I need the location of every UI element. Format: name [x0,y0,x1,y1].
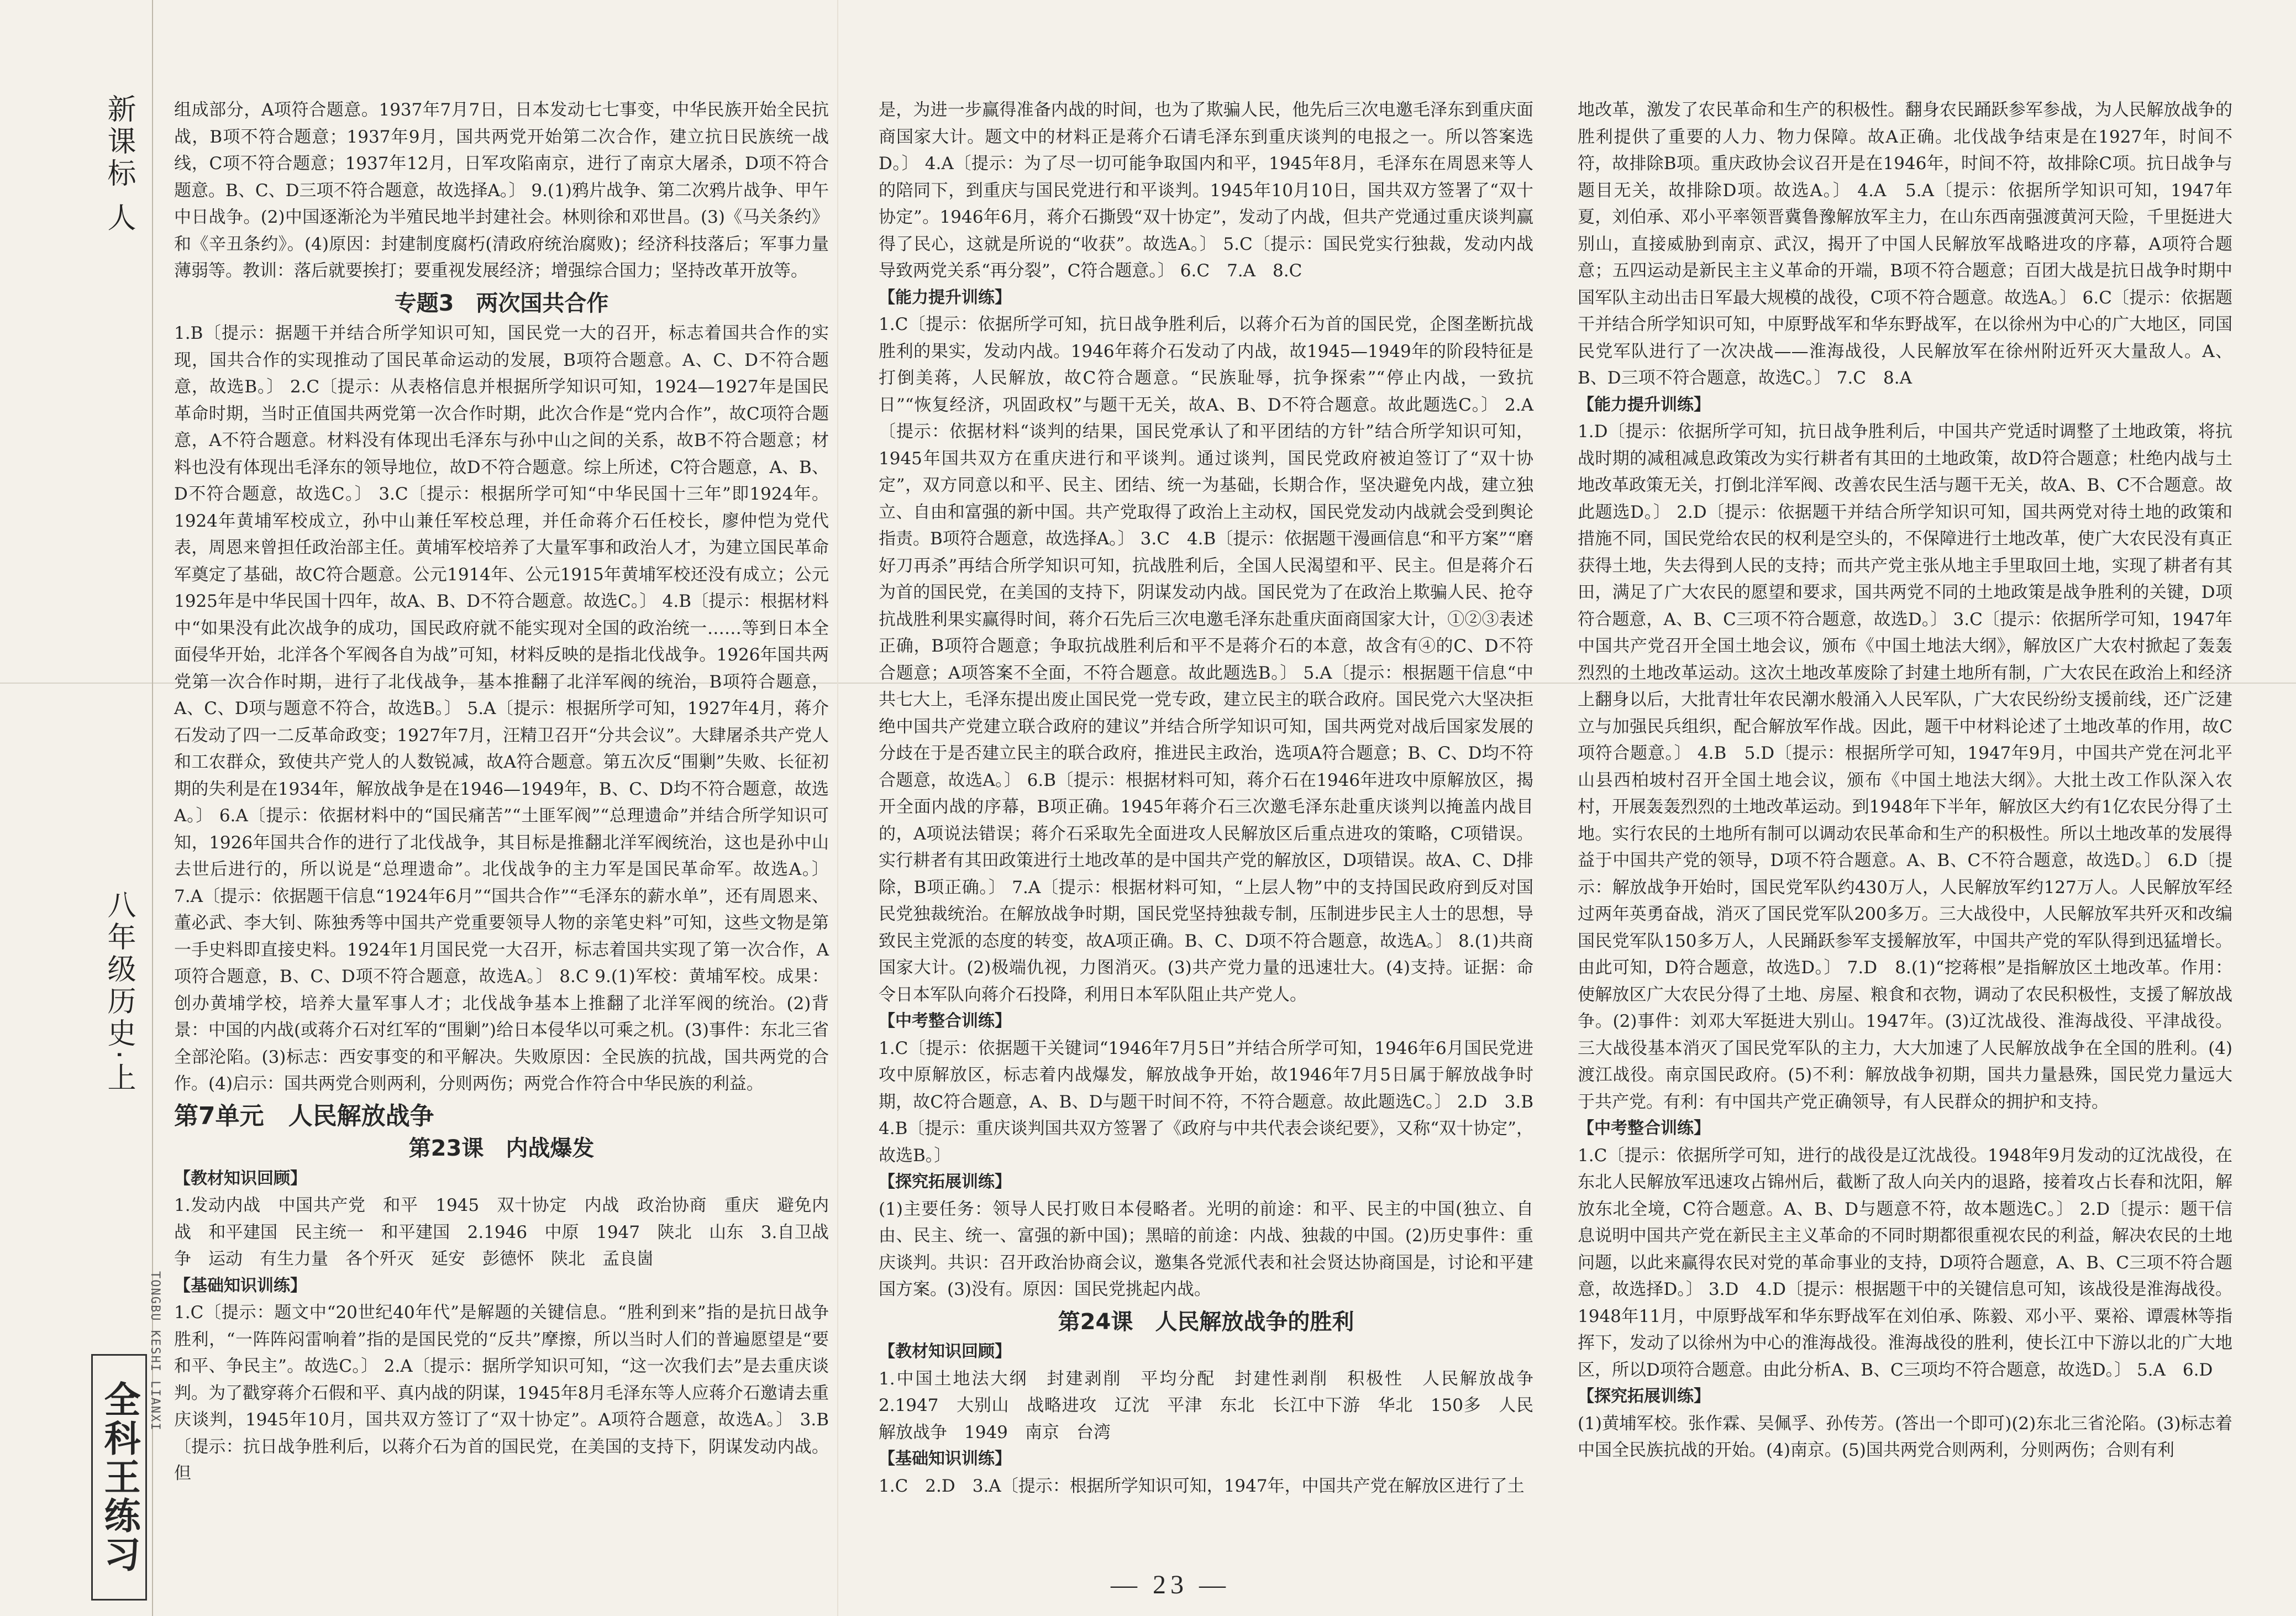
section-tag: 【能力提升训练】 [879,287,1011,307]
spine-grade: 八年级历史·上 [102,890,135,1095]
paragraph: 1.B〔提示：据题干并结合所学知识可知，国民党一大的召开，标志着国共合作的实现，国共合作的实现推动了国民革命运动的发展，B项符合题意。A、C、D不符合题意，故选B。〕 2.C〔提示：从表格信息并根据所学知识可知，1924—1927年是国民革命时期，当时正值国共两党第一次合作时期，此次合作是“党内合作”，故C项符合题意，A不符合题意。材料没有体现出毛泽东与孙中山之间的关系，故B不符合题意；材料也没有体现出毛泽东的领导地位，故D不符合题意。综上所述，C符合题意，A、B、D不符合题意，故选C。〕 3.C〔提示：根据所学可知“中华民国十三年”即1924年。1924年黄埔军校成立，孙中山兼任军校总理，并任命蒋介石任校长，廖仲恺为党代表，周恩来曾担任政治部主任。黄埔军校培养了大量军事和政治人才，为建立国民革命军奠定了基础，故C符合题意。公元1914年、公元1915年黄埔军校还没有成立；公元1925年是中华民国十四年，故A、B、D不符合题意。故选C。〕 4.B〔提示：根据材料中“如果没有此次战争的成功，国民政府就不能实现对全国的政治统一……等到日本全面侵华开始，北洋各个军阀各自为战”可知，材料反映的是指北伐战争。1926年国共两党第一次合作时期，进行了北伐战争，基本推翻了北洋军阀的统治，B项符合题意，A、C、D项与题意不符合，故选B。〕 5.A〔提示：根据所学可知，1927年4月，蒋介石发动了四一二反革命政变；1927年7月，汪精卫召开“分共会议”。大肆屠杀共产党人和工农群众，致使共产党人的人数锐减，故A符合题意。第五次反“围剿”失败、长征初期的失利是在1934年，解放战争是在1946—1949年，B、C、D均不符合题意，故选A。〕 6.A〔提示：依据材料中的“国民痛苦”“土匪军阀”“总理遗命”并结合所学知识可知，1926年国共合作的进行了北伐战争，其目标是推翻北洋军阀统治，这也是孙中山去世后进行的，所以说是“总理遗命”。北伐战争的主力军是国民革命军。故选A。〕 7.A〔提示：依据题干信息“1924年6月”“国共合作”“毛泽东的薪水单”，还有周恩来、董必武、李大钊、陈独秀等中国共产党重要领导人物的亲笔史料”可知，这些文物是第一手史料即直接史料。1924年1月国民党一大召开，标志着国共实现了第一次合作，A项符合题意，B、C、D项不符合题意，故选A。〕 8.C 9.(1)军校：黄埔军校。成果：创办黄埔学校，培养大量军事人才；北伐战争基本上推翻了北洋军阀的统治。(2)背景：中国的内战(或蒋介石对红军的“围剿”)给日本侵华以可乘之机。(3)事件：东北三省全部沦陷。(3)标志：西安事变的和平解决。失败原因：全民族的抗战，国共两党的合作。(4)启示：国共两党合则两利，分则两伤；两党合作符合中华民族的利益。 [174,323,829,1094]
paragraph: 组成部分，A项符合题意。1937年7月7日，日本发动七七事变，中华民族开始全民抗战，B项不符合题意；1937年9月，国共两党开始第二次合作，建立抗日民族统一战线，C项不符合题意；1937年12月，日军攻陷南京，进行了南京大屠杀，D项不符合题意。B、C、D三项不符合题意，故选择A。〕 9.(1)鸦片战争、第二次鸦片战争、甲午中日战争。(2)中国逐渐沦为半殖民地半封建社会。林则徐和邓世昌。(3)《马关条约》和《辛丑条约》。(4)原因：封建制度腐朽(清政府统治腐败)；经济科技落后；军事力量薄弱等。教训：落后就要挨打；要重视发展经济；增强综合国力；坚持改革开放等。 [174,100,829,281]
page-number: — 23 — [1111,1570,1230,1599]
paragraph: 1.发动内战 中国共产党 和平 1945 双十协定 内战 政治协商 重庆 避免内战 和平建国 民主统一 和平建国 2.1946 中原 1947 陕北 山东 3.自卫战争 运动 有生力量 各个歼灭 延安 彭德怀 陕北 孟良崮 [174,1195,829,1269]
logo-pinyin: TONGBU KESHI LIANXI [148,1271,162,1431]
paragraph: 1.C〔提示：依据所学可知，抗日战争胜利后，以蒋介石为首的国民党，企图垄断抗战胜利的果实，发动内战。1946年蒋介石发动了内战，故1945—1949年的阶段特征是打倒美蒋，人民解放，故C符合题意。“民族耻辱，抗争探索”“停止内战，一致抗日”“恢复经济，巩固政权”与题干无关，故A、B、D不符合题意。故此题选C。〕 2.A〔提示：依据材料“谈判的结果，国民党承认了和平团结的方针”结合所学知识可知，1945年国共双方在重庆进行和平谈判。通过谈判，国民党政府被迫签订了“双十协定”，双方同意以和平、民主、团结、统一为基础，长期合作，坚决避免内战，建立独立、自由和富强的新中国。共产党取得了政治上主动权，国民党发动内战就会受到舆论指责。B项符合题意，故选择A。〕 3.C 4.B〔提示：依据题干漫画信息“和平方案”“磨好刀再杀”再结合所学知识可知，抗战胜利后，全国人民渴望和平、民主。但是蒋介石为首的国民党，在美国的支持下，阴谋发动内战。国民党为了在政治上欺骗人民、抢夺抗战胜利果实赢得时间，蒋介石先后三次电邀毛泽东赴重庆面商国家大计，①②③表述正确，B项符合题意；争取抗战胜利后和平不是蒋介石的本意，故含有④的C、D不符合题意；A项答案不全面，不符合题意。故此题选B。〕 5.A〔提示：根据题干信息“中共七大上，毛泽东提出废止国民党一党专政，建立民主的联合政府。国民党六大坚决拒绝中国共产党建立联合政府的建议”并结合所学知识可知，国共两党对战后国家发展的分歧在于是否建立民主的联合政府，推进民主政治，选项A符合题意；B、C、D均不符合题意，故选A。〕 6.B〔提示：根据材料可知，蒋介石在1946年进攻中原解放区，揭开全面内战的序幕，B项正确。1945年蒋介石三次邀毛泽东赴重庆谈判以掩盖内战目的，A项说法错误；蒋介石采取先全面进攻人民解放区后重点进攻的策略，C项错误。实行耕者有其田政策进行土地改革的是中国共产党的解放区，D项错误。故A、C、D排除，B项正确。〕 7.A〔提示：根据材料可知，“上层人物”中的支持国民政府到反对国民党独裁统治。在解放战争时期，国民党坚持独裁专制，压制进步民主人士的思想，导致民主党派的态度的转变，故A项正确。B、C、D项不符合题意，故选A。〕 8.(1)共商国家大计。(2)极端仇视，力图消灭。(3)共产党力量的迅速壮大。(4)支持。证据：命令日本军队向蒋介石投降，利用日本军队阻止共产党人。 [879,314,1533,1005]
unit-heading: 第7单元 人民解放战争 [174,1101,434,1130]
paragraph: (1)主要任务：领导人民打败日本侵略者。光明的前途：和平、民主的中国(独立、自由、民主、统一、富强的新中国)；黑暗的前途：内战、独裁的中国。(2)历史事件：重庆谈判。共识：召开政治协商会议，邀集各党派代表和社会贤达协商国是，讨论和平建国方案。(3)没有。原因：国民党挑起内战。 [879,1199,1533,1299]
paragraph: 1.中国土地法大纲 封建剥削 平均分配 封建性剥削 积极性 人民解放战争 2.1947 大别山 战略进攻 辽沈 平津 东北 长江中下游 华北 150多 人民解放战争 1949 南京 台湾 [879,1368,1551,1442]
paragraph: 1.C〔提示：依据所学可知，进行的战役是辽沈战役。1948年9月发动的辽沈战役，在东北人民解放军迅速攻占锦州后，截断了敌人向关内的退路，接着攻占长春和沈阳，解放东北全境，C符合题意。A、B、D与题意不符，故本题选C。〕 2.D〔提示：题干信息说明中国共产党在新民主主义革命的不同时期都很重视农民的利益，解决农民的土地问题，以此来赢得农民对党的革命事业的支持，D项符合题意，A、B、C三项不符合题意，故选择D。〕 3.D 4.D〔提示：根据题干中的关键信息可知，该战役是淮海战役。1948年11月，中原野战军和华东野战军在刘伯承、陈毅、邓小平、粟裕、谭震林等指挥下，发动了以徐州为中心的淮海战役。淮海战役的胜利，使长江中下游以北的广大地区，所以D项符合题意。由此分析A、B、C三项均不符合题意，故选D。〕 5.A 6.D [1578,1145,2232,1380]
lesson-heading: 第23课 内战爆发 [408,1136,595,1161]
section-tag: 【探究拓展训练】 [879,1172,1011,1192]
paragraph: (1)黄埔军校。张作霖、吴佩孚、孙传芳。(答出一个即可)(2)东北三省沦陷。(3)标志着中国全民族抗战的开始。(4)南京。(5)国共两党合则两利，分则两伤；合则有利 [1578,1413,2232,1460]
section-tag: 【中考整合训练】 [879,1011,1011,1031]
brand-logo [91,1354,147,1601]
section-tag: 【中考整合训练】 [1578,1119,1710,1138]
paragraph: 1.C〔提示：依据题干关键词“1946年7月5日”并结合所学可知，1946年6月国民党进攻中原解放区，标志着内战爆发，解放战争开始，故1946年7月5日属于解放战争时期，故C符合题意，A、B、D与题干时间不符，不符合题意。故此题选C。〕 2.D 3.B 4.B〔提示：重庆谈判国共双方签署了《政府与中共代表会谈纪要》，又称“双十协定”，故选B。〕 [879,1038,1551,1166]
paragraph: 1.C 2.D 3.A〔提示：根据所学知识可知，1947年，中国共产党在解放区进行了土 [879,1476,1525,1496]
section-tag: 【教材知识回顾】 [174,1168,307,1188]
paragraph: 是，为进一步赢得准备内战的时间，也为了欺骗人民，他先后三次电邀毛泽东到重庆面商国家大计。题文中的材料正是蒋介石请毛泽东到重庆谈判的电报之一。所以答案选D。〕 4.A〔提示：为了尽一切可能争取国内和平，1945年8月，毛泽东在周恩来等人的陪同下，到重庆与国民党进行和平谈判。1945年10月10日，国共双方签署了“双十协定”。1946年6月，蒋介石撕毁“双十协定”，发动了内战，但共产党通过重庆谈判赢得了民心，这就是所说的“收获”。故选A。〕 5.C〔提示：国民党实行独裁，发动内战导致两党关系“再分裂”，C符合题意。〕 6.C 7.A 8.C [879,100,1533,281]
section-heading: 专题3 两次国共合作 [394,290,609,316]
column-1 [174,97,829,1545]
section-tag: 【探究拓展训练】 [1578,1387,1710,1406]
brand-logo-text: 全科王练习 [98,1381,140,1574]
column-3 [1578,97,2232,1545]
spine-series: 新课标 人 [102,94,135,235]
paragraph: 1.D〔提示：依据所学可知，抗日战争胜利后，中国共产党适时调整了土地政策，将抗战时期的减租减息政策改为实行耕者有其田的土地政策，故D符合题意；杜绝内战与土地改革政策无关，打倒北洋军阀、改善农民生活与题干无关，故A、B、C不合题意。故此题选D。〕 2.D〔提示：依据题干并结合所学知识可知，国共两党对待土地的政策和措施不同，国民党给农民的权利是空头的，不保障进行土地改革，使广大农民没有真正获得土地，失去得到人民的支持；而共产党主张从地主手里取回土地，实现了耕者有其田，满足了广大农民的愿望和要求，国共两党不同的土地政策是战争胜利的关键，D项符合题意，A、B、C三项不符合题意，故选D。〕 3.C〔提示：依据所学可知，1947年中国共产党召开全国土地会议，颁布《中国土地法大纲》，解放区广大农村掀起了轰轰烈烈的土地改革运动。这次土地改革废除了封建土地所有制，广大农民在政治上和经济上翻身以后，大批青壮年农民潮水般涌入人民军队，广大农民纷纷支援前线，还广泛建立与加强民兵组织，配合解放军作战。因此，题干中材料论述了土地改革的作用，故C项符合题意。〕 4.B 5.D〔提示：根据所学可知，1947年9月，中国共产党在河北平山县西柏坡村召开全国土地会议，颁布《中国土地法大纲》。大批土改工作队深入农村，开展轰轰烈烈的土地改革运动。到1948年下半年，解放区大约有1亿农民分得了土地。实行农民的土地所有制可以调动农民革命和生产的积极性。所以土地改革的发展得益于中国共产党的领导，D项不符合题意。A、B、C不符合题意，故选D。〕 6.D〔提示：解放战争开始时，国民党军队约430万人，人民解放军约127万人。人民解放军经过两年英勇奋战，消灭了国民党军队200多万。三大战役中，人民解放军共歼灭和改编国民党军队150多万人，人民踊跃参军支援解放军，中国共产党的军队得到迅猛增长。由此可知，D符合题意，故选D。〕 7.D 8.(1)“挖蒋根”是指解放区土地改革。作用：使解放区广大农民分得了土地、房屋、粮食和衣物，调动了农民积极性，支援了解放战争。(2)事件：刘邓大军挺进大别山。1947年。(3)辽沈战役、淮海战役、平津战役。三大战役基本消灭了国民党军队的主力，大大加速了人民解放战争在全国的胜利。(4)渡江战役。南京国民政府。(5)不利：解放战争初期，国共力量悬殊，国民党力量远大于共产党。有利：有中国共产党正确领导，有人民群众的拥护和支持。 [1578,422,2232,1112]
column-2 [879,97,1551,1545]
gutter-shadow [837,0,838,1616]
paragraph: 地改革，激发了农民革命和生产的积极性。翻身农民踊跃参军参战，为人民解放战争的胜利提供了重要的人力、物力保障。故A正确。北伐战争结束是在1927年，时间不符，故排除B项。重庆政协会议召开是在1946年，时间不符，故排除C项。抗日战争与题目无关，故排除D项。故选A。〕 4.A 5.A〔提示：依据所学知识可知，1947年夏，刘伯承、邓小平率领晋冀鲁豫解放军主力，在山东西南强渡黄河天险，千里挺进大别山，直接威胁到南京、武汉，揭开了中国人民解放军战略进攻的序幕，A项符合题意；五四运动是新民主主义革命的开端，B项不符合题意；百团大战是抗日战争时期中国军队主动出击日军最大规模的战役，C项不符合题意。故选A。〕 6.C〔提示：依据题干并结合所学知识可知，中原野战军和华东野战军，在以徐州为中心的广大地区，同国民党军队进行了一次决战——淮海战役，人民解放军在徐州附近歼灭大量敌人。A、B、D三项不符合题意，故选C。〕 7.C 8.A [1578,100,2232,388]
section-tag: 【教材知识回顾】 [879,1342,1011,1361]
lesson-heading: 第24课 人民解放战争的胜利 [1058,1309,1354,1335]
section-tag: 【基础知识训练】 [174,1276,307,1295]
section-tag: 【能力提升训练】 [1578,395,1710,415]
section-tag: 【基础知识训练】 [879,1449,1011,1468]
paragraph: 1.C〔提示：题文中“20世纪40年代”是解题的关键信息。“胜利到来”指的是抗日战争胜利，“一阵阵闷雷响着”指的是国民党的“反共”摩擦，所以当时人们的普遍愿望是“要和平、争民主”。故选C。〕 2.A〔提示：据所学知识可知，“这一次我们去”是去重庆谈判。为了戳穿蒋介石假和平、真内战的阴谋，1945年8月毛泽东等人应蒋介石邀请去重庆谈判，1945年10月，国共双方签订了“双十协定”。A项符合题意，故选A。〕 3.B〔提示：抗日战争胜利后，以蒋介石为首的国民党，在美国的支持下，阴谋发动内战。但 [174,1303,829,1483]
